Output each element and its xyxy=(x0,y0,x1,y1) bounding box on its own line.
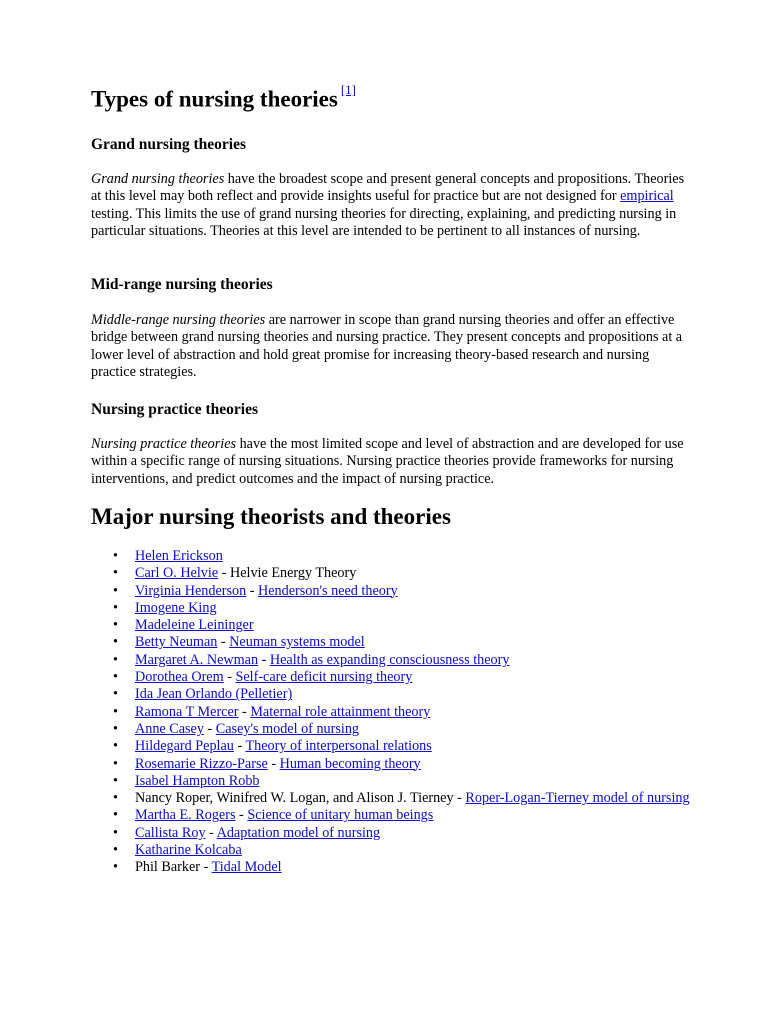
theorist-link[interactable]: Helen Erickson xyxy=(135,548,223,564)
page-title xyxy=(91,82,357,113)
theory-link[interactable]: Roper-Logan-Tierney model of nursing xyxy=(465,790,690,807)
theorist-link[interactable]: Rosemarie Rizzo-Parse xyxy=(135,755,268,772)
separator: - xyxy=(246,582,259,599)
practice-theories-italic: Nursing practice theories xyxy=(91,436,237,452)
theorist-link[interactable]: Carl O. Helvie xyxy=(135,565,219,582)
separator: - xyxy=(233,738,246,755)
theory-link[interactable]: Human becoming theory xyxy=(279,755,421,772)
list-item xyxy=(91,842,691,859)
list-item xyxy=(91,617,691,634)
separator: - xyxy=(223,669,236,686)
theorist-link[interactable]: Margaret A. Newman xyxy=(135,651,259,668)
list-item xyxy=(91,565,691,582)
separator: - xyxy=(217,634,230,651)
list-item xyxy=(91,825,691,842)
theorist-link[interactable]: Martha E. Rogers xyxy=(135,807,236,824)
theorist-link[interactable]: Katharine Kolcaba xyxy=(135,842,242,859)
grand-theories-text-2: testing. This limits the use of grand nursing theories for directing, explaining, and predicting nursing in particular situations. Theories at this level are intended to be pertinent to all instances of nursing. xyxy=(91,205,677,240)
theorist-link[interactable]: Imogene King xyxy=(135,599,217,616)
list-item xyxy=(91,807,691,824)
list-item xyxy=(91,738,691,755)
theory-link[interactable]: Neuman systems model xyxy=(229,634,365,651)
page-title-text: Types of nursing theories xyxy=(91,86,338,112)
mid-range-theories-text: are narrower in scope than grand nursing theories and offer an effective bridge between grand nursing theories and nursing practice. They present concepts and propositions at a lower level of abstraction and hold great promise for increasing theory-based research and nursing practice strategies. xyxy=(91,312,683,381)
list-item xyxy=(91,652,691,669)
theorist-link[interactable]: Isabel Hampton Robb xyxy=(135,772,260,789)
grand-theories-paragraph xyxy=(91,171,691,241)
list-item xyxy=(91,600,691,617)
theorist-link[interactable]: Virginia Henderson xyxy=(135,582,247,599)
theory-link[interactable]: Science of unitary human beings xyxy=(247,807,434,824)
list-item xyxy=(91,669,691,686)
separator: - xyxy=(238,703,251,720)
empirical-link[interactable]: empirical xyxy=(620,188,674,205)
mid-range-theories-paragraph xyxy=(91,312,691,382)
separator: - xyxy=(235,807,248,824)
mid-range-theories-italic: Middle-range nursing theories xyxy=(91,312,266,328)
separator: - xyxy=(205,824,217,841)
grand-theories-text-1: have the broadest scope and present general concepts and propositions. Theories at this level may both reflect and provide insights useful for practice but are not designed for xyxy=(91,171,685,205)
grand-theories-heading: Grand nursing theories xyxy=(91,136,247,153)
separator: - xyxy=(258,651,270,668)
mid-range-theories-heading: Mid-range nursing theories xyxy=(91,276,273,293)
separator: - xyxy=(218,565,230,582)
theorist-link[interactable]: Madeleine Leininger xyxy=(135,617,254,634)
reference-link[interactable]: [1] xyxy=(340,82,357,97)
theorist-link[interactable]: Ramona T Mercer xyxy=(135,703,239,720)
theorist-link[interactable]: Anne Casey xyxy=(135,720,204,737)
separator: - xyxy=(203,720,216,737)
theory-link[interactable]: Casey's model of nursing xyxy=(215,720,360,737)
separator: - xyxy=(200,859,212,876)
list-item xyxy=(91,583,691,600)
theory-link[interactable]: Maternal role attainment theory xyxy=(250,703,431,720)
theory-link[interactable]: Theory of interpersonal relations xyxy=(245,738,432,755)
theorists-list xyxy=(91,548,691,877)
list-item xyxy=(91,548,691,565)
list-item xyxy=(91,634,691,651)
grand-theories-italic: Grand nursing theories xyxy=(91,171,225,187)
list-item xyxy=(91,859,691,876)
practice-theories-paragraph xyxy=(91,436,691,488)
theorist-link[interactable]: Betty Neuman xyxy=(135,634,218,651)
theory-link[interactable]: Self-care deficit nursing theory xyxy=(235,669,413,686)
separator: - xyxy=(267,755,280,772)
theorist-link[interactable]: Hildegard Peplau xyxy=(135,738,234,755)
theorist-text: Nancy Roper, Winifred W. Logan, and Alison J. Tierney xyxy=(135,790,454,807)
list-item xyxy=(91,773,691,790)
list-item xyxy=(91,704,691,721)
theorist-text: Phil Barker xyxy=(135,859,201,876)
theorist-link[interactable]: Ida Jean Orlando (Pelletier) xyxy=(135,686,293,703)
separator: - xyxy=(453,790,466,807)
practice-theories-heading: Nursing practice theories xyxy=(91,401,259,418)
theorist-link[interactable]: Callista Roy xyxy=(135,824,206,841)
theory-link[interactable]: Tidal Model xyxy=(211,859,282,876)
list-item xyxy=(91,721,691,738)
major-theorists-heading: Major nursing theorists and theories xyxy=(91,504,451,529)
theory-text: Helvie Energy Theory xyxy=(229,565,357,582)
theorist-link[interactable]: Dorothea Orem xyxy=(135,669,224,686)
list-item xyxy=(91,756,691,773)
list-item xyxy=(91,686,691,703)
theory-link[interactable]: Health as expanding consciousness theory xyxy=(269,651,510,668)
theory-link[interactable]: Henderson's need theory xyxy=(258,582,398,599)
list-item xyxy=(91,790,691,807)
practice-theories-text: have the most limited scope and level of abstraction and are developed for use within a specific range of nursing situations. Nursing practice theories provide frameworks for nursing interventions, and predict outcomes and the impact of nursing practice. xyxy=(91,436,684,487)
theory-link[interactable]: Adaptation model of nursing xyxy=(216,824,381,841)
